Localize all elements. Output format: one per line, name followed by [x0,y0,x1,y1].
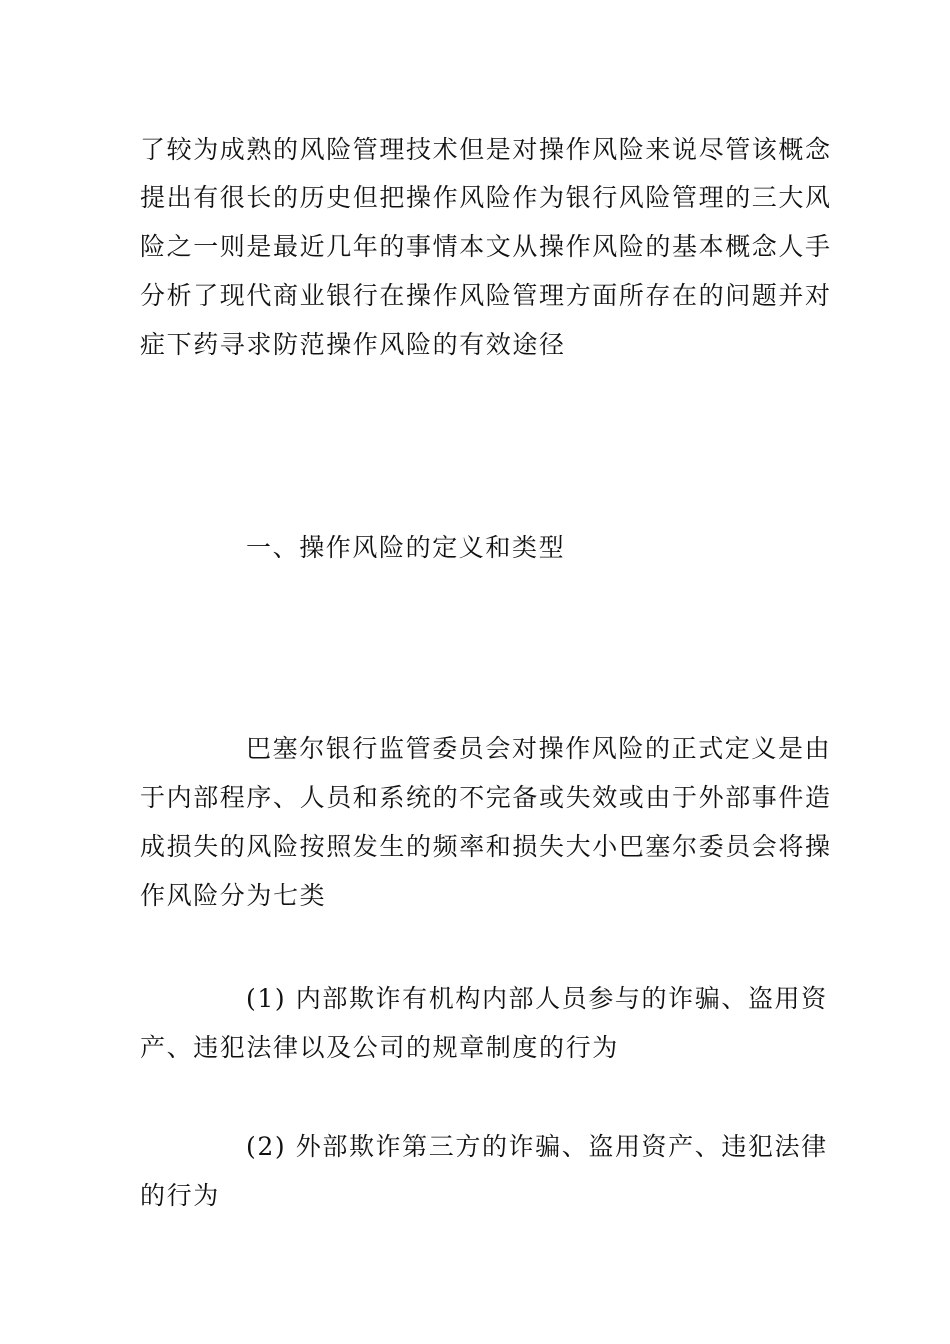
section-heading: 一、操作风险的定义和类型 [246,533,566,562]
item-1-line-1: (1) 内部欺诈有机构内部人员参与的诈骗、盗用资 [246,984,828,1013]
definition-line-2: 于内部程序、人员和系统的不完备或失效或由于外部事件造 [140,783,832,812]
definition-line-3: 成损失的风险按照发生的频率和损失大小巴塞尔委员会将操 [140,832,832,861]
item-2-line-1: (2) 外部欺诈第三方的诈骗、盗用资产、违犯法律 [246,1132,828,1161]
definition-line-1: 巴塞尔银行监管委员会对操作风险的正式定义是由 [246,734,832,763]
intro-line-5: 症下药寻求防范操作风险的有效途径 [140,330,566,359]
intro-line-1: 了较为成熟的风险管理技术但是对操作风险来说尽管该概念 [140,135,832,164]
item-2-line-2: 的行为 [140,1181,220,1210]
definition-line-4: 作风险分为七类 [140,881,327,910]
intro-line-2: 提出有很长的历史但把操作风险作为银行风险管理的三大风 [140,183,832,212]
intro-line-4: 分析了现代商业银行在操作风险管理方面所存在的问题并对 [140,281,832,310]
intro-line-3: 险之一则是最近几年的事情本文从操作风险的基本概念人手 [140,232,832,261]
item-1-line-2: 产、违犯法律以及公司的规章制度的行为 [140,1033,619,1062]
